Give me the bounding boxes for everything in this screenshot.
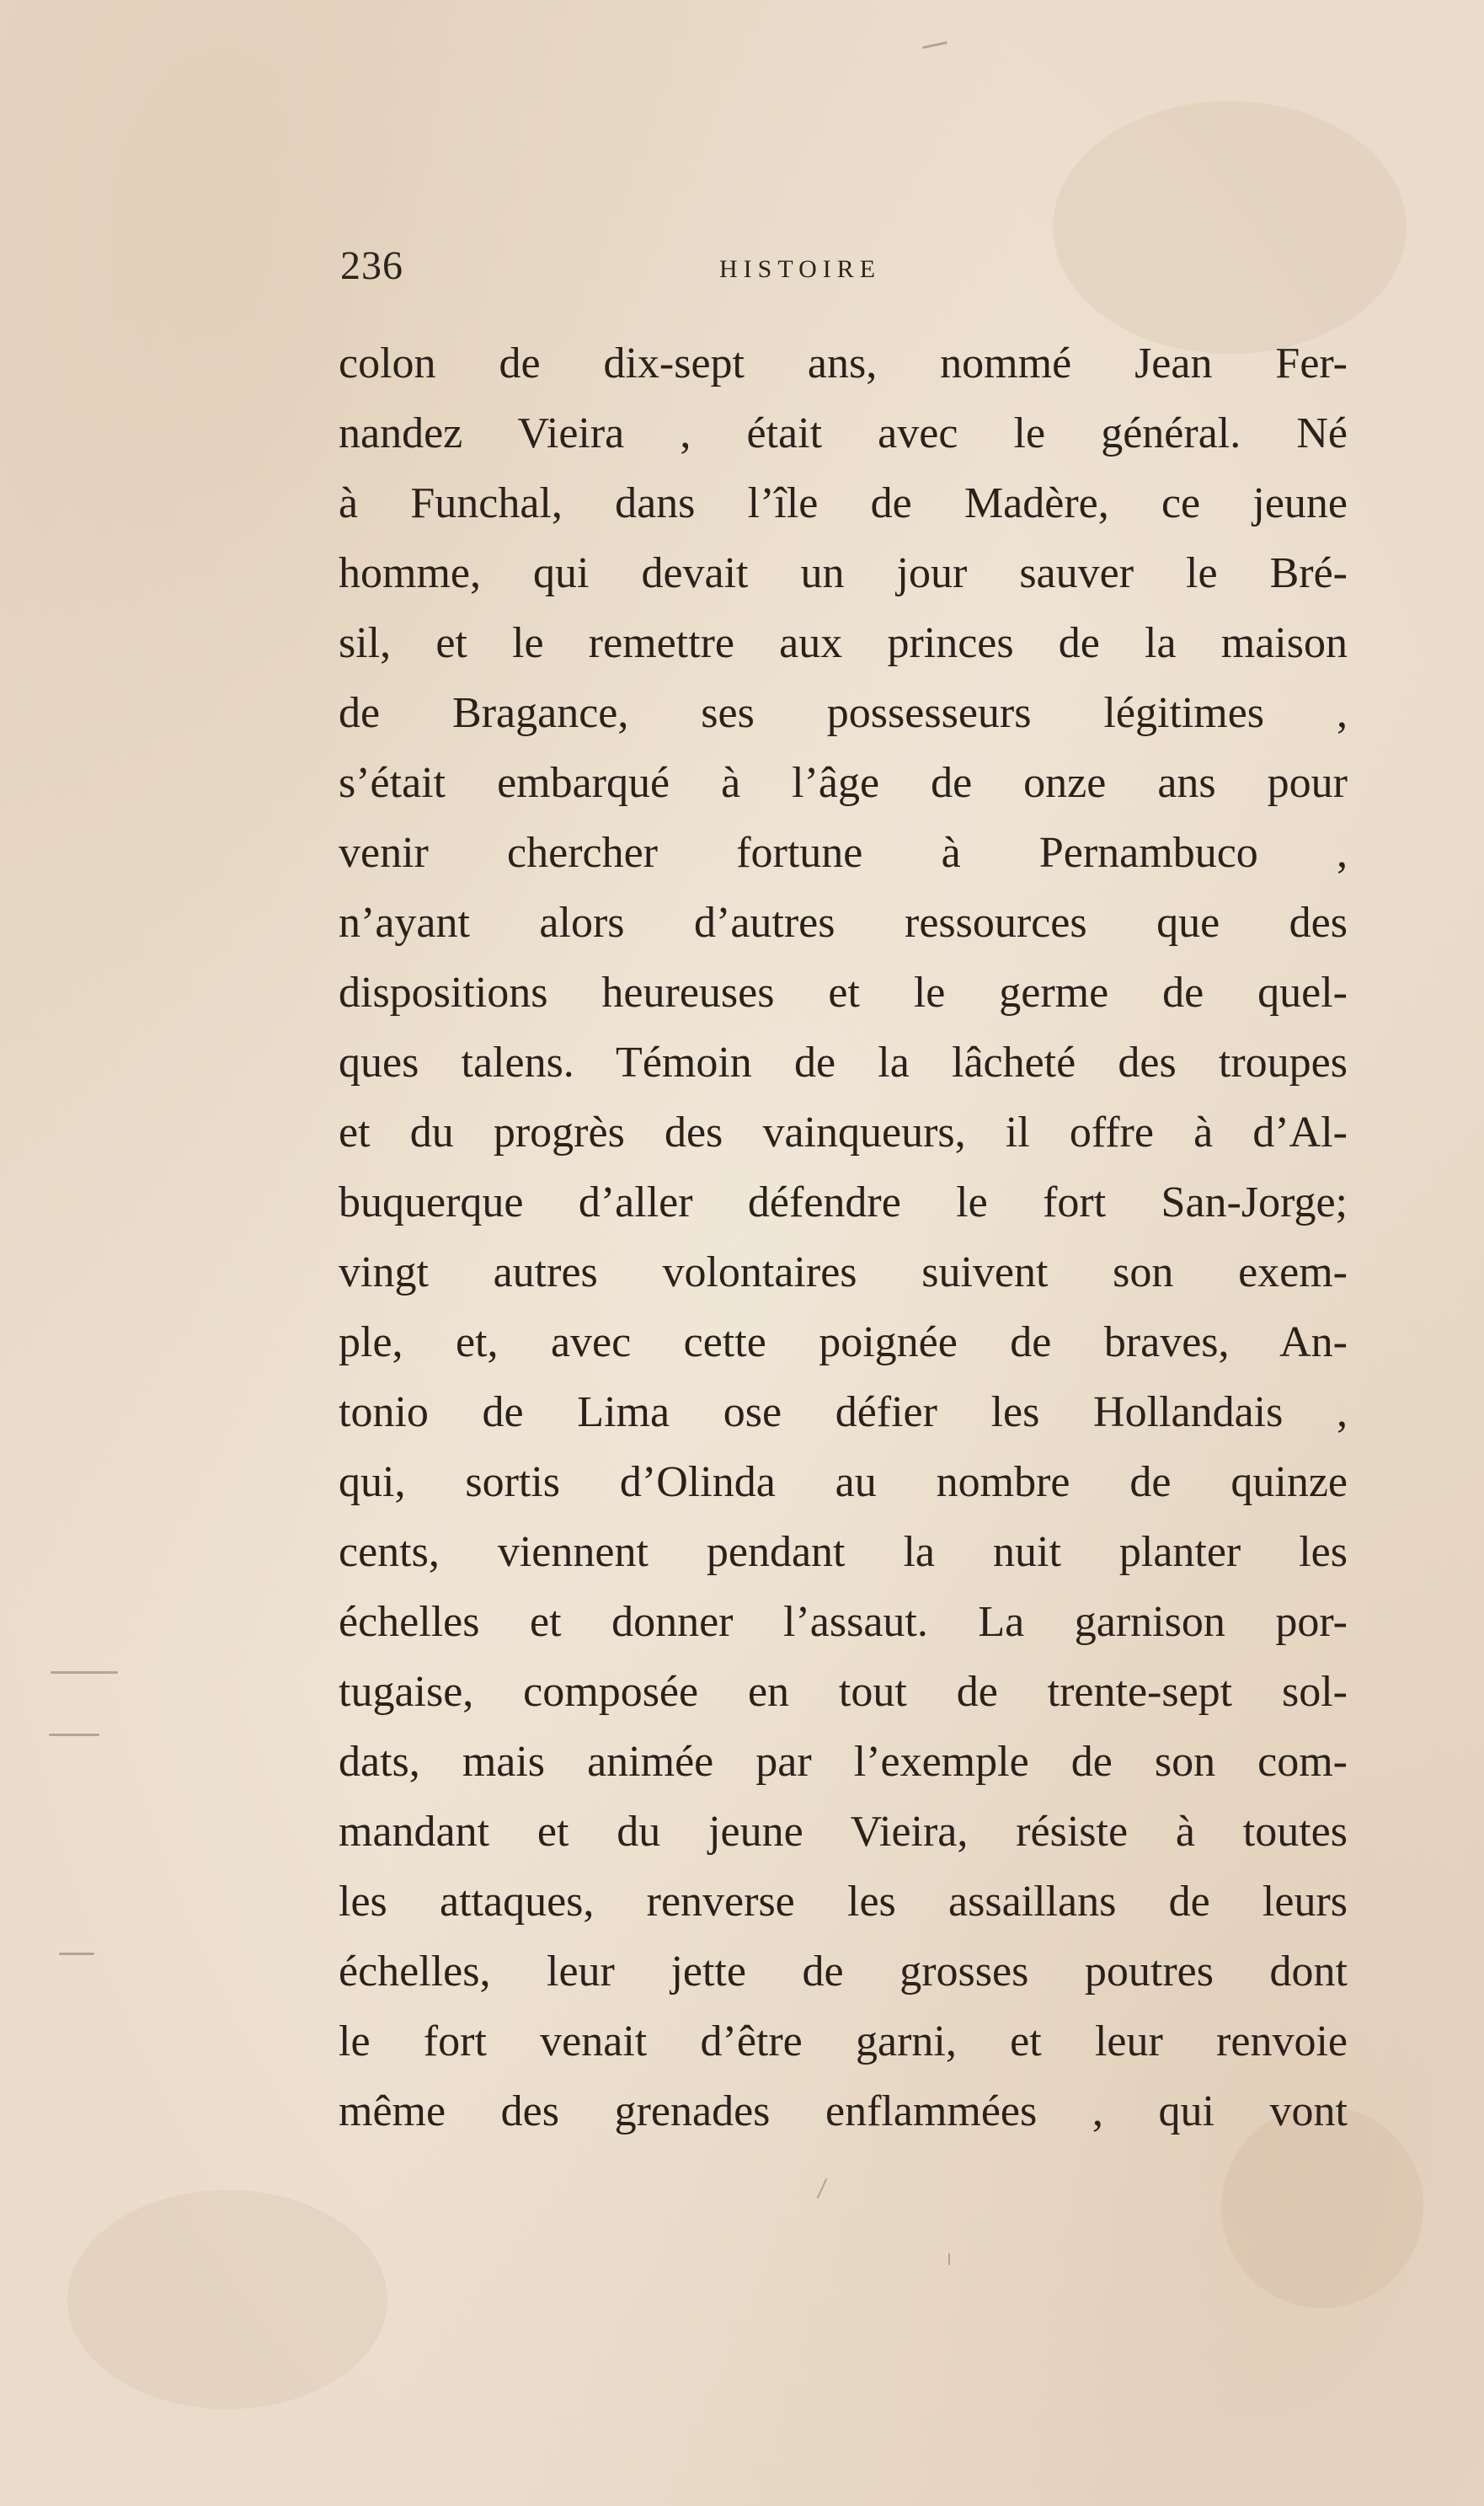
text-line: vingt autres volontaires suivent son exem- bbox=[339, 1248, 1348, 1296]
text-line: mandant et du jeune Vieira, résiste à toutes bbox=[339, 1808, 1348, 1856]
text-line: s’était embarqué à l’âge de onze ans pour bbox=[339, 759, 1348, 807]
margin-mark bbox=[49, 1734, 99, 1736]
ink-mark bbox=[948, 2253, 950, 2265]
text-line: sil, et le remettre aux princes de la maison bbox=[339, 619, 1348, 667]
text-line: dispositions heureuses et le germe de quel- bbox=[339, 969, 1348, 1017]
text-line: les attaques, renverse les assaillans de leurs bbox=[339, 1878, 1348, 1926]
text-line: tugaise, composée en tout de trente-sept sol- bbox=[339, 1668, 1348, 1716]
text-line: colon de dix-sept ans, nommé Jean Fer- bbox=[339, 339, 1348, 387]
paper-stain bbox=[1053, 101, 1407, 354]
text-line: à Funchal, dans l’île de Madère, ce jeune bbox=[339, 479, 1348, 527]
text-line: cents, viennent pendant la nuit planter les bbox=[339, 1528, 1348, 1576]
ink-mark bbox=[817, 2178, 828, 2199]
text-line: ple, et, avec cette poignée de braves, An- bbox=[339, 1318, 1348, 1366]
text-line: échelles, leur jette de grosses poutres dont bbox=[339, 1948, 1348, 1996]
text-line: échelles et donner l’assaut. La garnison por- bbox=[339, 1598, 1348, 1646]
text-line: tonio de Lima ose défier les Hollandais , bbox=[339, 1388, 1348, 1436]
text-line: homme, qui devait un jour sauver le Bré- bbox=[339, 549, 1348, 597]
text-line: le fort venait d’être garni, et leur renvoie bbox=[339, 2017, 1348, 2065]
margin-mark bbox=[59, 1953, 94, 1955]
text-line: qui, sortis d’Olinda au nombre de quinze bbox=[339, 1458, 1348, 1506]
text-line: et du progrès des vainqueurs, il offre à d’Al- bbox=[339, 1109, 1348, 1157]
text-line: nandez Vieira , était avec le général. Né bbox=[339, 409, 1348, 457]
page-header bbox=[340, 244, 1351, 303]
text-line: buquerque d’aller défendre le fort San-Jorge; bbox=[339, 1178, 1348, 1226]
body-text bbox=[339, 329, 1348, 2146]
text-line: ques talens. Témoin de la lâcheté des troupes bbox=[339, 1039, 1348, 1087]
text-line: de Bragance, ses possesseurs légitimes , bbox=[339, 689, 1348, 737]
page-number: 236 bbox=[340, 243, 403, 288]
text-line: n’ayant alors d’autres ressources que des bbox=[339, 899, 1348, 947]
running-head: HISTOIRE bbox=[719, 255, 882, 283]
margin-mark bbox=[51, 1671, 118, 1674]
text-line: même des grenades enflammées , qui vont bbox=[339, 2087, 1348, 2135]
ink-mark bbox=[922, 41, 948, 49]
text-line: venir chercher fortune à Pernambuco , bbox=[339, 829, 1348, 877]
paper-stain bbox=[67, 2190, 387, 2409]
text-line: dats, mais animée par l’exemple de son com- bbox=[339, 1738, 1348, 1786]
